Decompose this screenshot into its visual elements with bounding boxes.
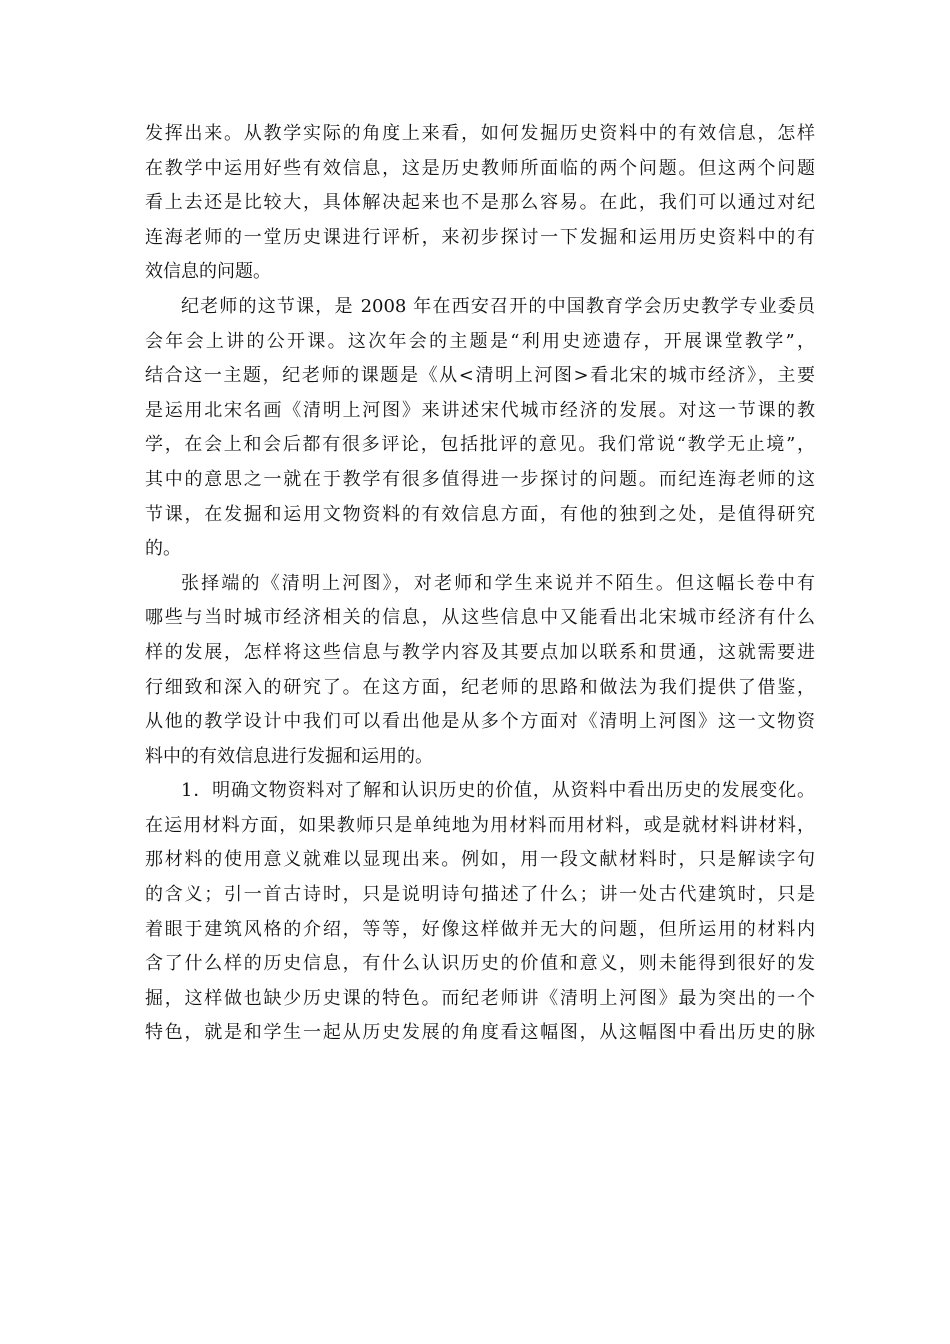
text-line: 其中的意思之一就在于教学有很多值得进一步探讨的问题。而纪连海老师的这 (145, 468, 815, 490)
text-line: 样的发展，怎样将这些信息与教学内容及其要点加以联系和贯通，这就需要进 (145, 641, 815, 663)
text-line: 在运用材料方面，如果教师只是单纯地为用材料而用材料，或是就材料讲材料， (145, 814, 815, 836)
text-line: 特色，就是和学生一起从历史发展的角度看这幅图，从这幅图中看出历史的脉 (145, 1022, 815, 1044)
text-line: 效信息的问题。 (145, 261, 271, 283)
text-line: 的。 (145, 538, 181, 560)
document-body (145, 117, 815, 1051)
text-line: 着眼于建筑风格的介绍，等等，好像这样做并无大的问题，但所运用的材料内 (145, 918, 815, 940)
text-line: 1．明确文物资料对了解和认识历史的价值，从资料中看出历史的发展变化。 (181, 780, 815, 802)
text-line: 那材料的使用意义就难以显现出来。例如，用一段文献材料时，只是解读字句 (145, 849, 815, 871)
text-line: 节课，在发掘和运用文物资料的有效信息方面，有他的独到之处，是值得研究 (145, 503, 815, 525)
text-line: 纪老师的这节课，是 2008 年在西安召开的中国教育学会历史教学专业委员 (181, 295, 815, 317)
text-line: 是运用北宋名画《清明上河图》来讲述宋代城市经济的发展。对这一节课的教 (145, 399, 815, 421)
text-line: 哪些与当时城市经济相关的信息，从这些信息中又能看出北宋城市经济有什么 (145, 607, 815, 629)
text-line: 料中的有效信息进行发掘和运用的。 (145, 745, 433, 767)
text-line: 结合这一主题，纪老师的课题是《从<清明上河图>看北宋的城市经济》，主要 (145, 365, 815, 387)
text-line: 的含义；引一首古诗时，只是说明诗句描述了什么；讲一处古代建筑时，只是 (145, 884, 815, 906)
paragraph-2 (145, 290, 815, 567)
text-line: 看上去还是比较大，具体解决起来也不是那么容易。在此，我们可以通过对纪 (145, 192, 815, 214)
text-line: 在教学中运用好些有效信息，这是历史教师所面临的两个问题。但这两个问题 (145, 157, 815, 179)
text-line: 学，在会上和会后都有很多评论，包括批评的意见。我们常说“教学无止境”， (145, 434, 815, 456)
text-line: 掘，这样做也缺少历史课的特色。而纪老师讲《清明上河图》最为突出的一个 (145, 987, 815, 1009)
text-line: 发挥出来。从教学实际的角度上来看，如何发掘历史资料中的有效信息，怎样 (145, 123, 815, 144)
text-line: 行细致和深入的研究了。在这方面，纪老师的思路和做法为我们提供了借鉴， (145, 676, 815, 698)
text-line: 会年会上讲的公开课。这次年会的主题是“利用史迹遗存，开展课堂教学”， (145, 330, 815, 352)
text-line: 连海老师的一堂历史课进行评析，来初步探讨一下发掘和运用历史资料中的有 (145, 226, 815, 248)
paragraph-4 (145, 774, 815, 1051)
text-line: 从他的教学设计中我们可以看出他是从多个方面对《清明上河图》这一文物资 (145, 711, 815, 733)
text-line: 含了什么样的历史信息，有什么认识历史的价值和意义，则未能得到很好的发 (145, 953, 815, 975)
text-line: 张择端的《清明上河图》，对老师和学生来说并不陌生。但这幅长卷中有 (181, 572, 815, 594)
paragraph-1 (145, 117, 815, 290)
paragraph-3 (145, 567, 815, 775)
